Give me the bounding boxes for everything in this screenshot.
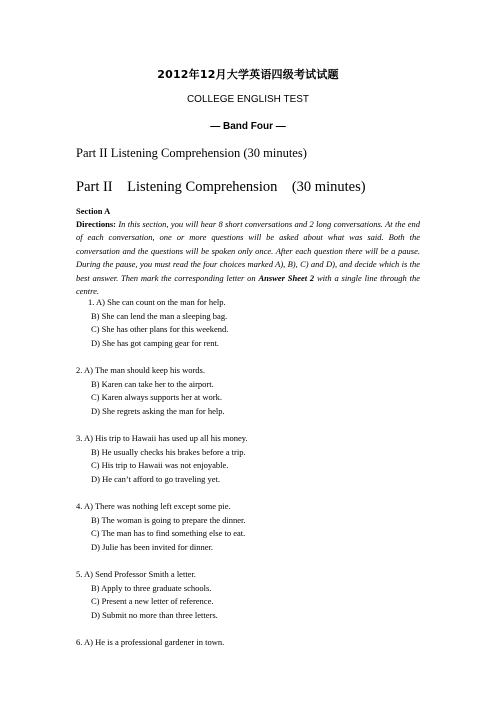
question-4-option-c: C) The man has to find something else to eat. (91, 528, 246, 538)
question-3-option-b: B) He usually checks his brakes before a trip. (91, 447, 246, 457)
question-6-option-a: 6. A) He is a professional gardener in town. (76, 637, 225, 647)
directions-paragraph (76, 218, 420, 298)
exam-subtitle: COLLEGE ENGLISH TEST (186, 94, 310, 105)
question-4-option-b: B) The woman is going to prepare the dinner. (91, 515, 246, 525)
exam-title: 2012年12月大学英语四级考试试题 (157, 68, 339, 81)
directions-text-1: In this section, you will hear 8 short conversations and 2 long conversations. At the end of each conversation, one or more questions will be asked about what was said. Both the conversation and the questions will be spoken only once. After each question there will be a pause. During the pause, you must read the four choices marked A), B), C) and D), and decide which is the best answer. Then mark the corresponding letter on (76, 219, 420, 283)
section-label: Section A (76, 206, 111, 216)
question-3-option-a: 3. A) His trip to Hawaii has used up all his money. (76, 433, 248, 443)
question-1-option-d: D) She has got camping gear for rent. (91, 338, 219, 348)
directions-text-2: with a single line through the centre. (76, 272, 420, 297)
question-5-option-d: D) Submit no more than three letters. (91, 610, 218, 620)
question-2-option-d: D) She regrets asking the man for help. (91, 406, 225, 416)
question-2-option-c: C) Karen always supports her at work. (91, 392, 223, 402)
part-heading-2: Part II Listening Comprehension (30 minutes) (76, 179, 366, 195)
answer-sheet-ref: Answer Sheet 2 (258, 272, 315, 283)
question-5-option-a: 5. A) Send Professor Smith a letter. (76, 569, 196, 579)
question-2-option-b: B) Karen can take her to the airport. (91, 379, 214, 389)
question-4-option-a: 4. A) There was nothing left except some pie. (76, 501, 231, 511)
question-1-option-c: C) She has other plans for this weekend. (91, 324, 229, 334)
question-5-option-c: C) Present a new letter of reference. (91, 596, 214, 606)
band-label: — Band Four — (210, 121, 286, 132)
question-4-option-d: D) Julie has been invited for dinner. (91, 542, 214, 552)
question-2-option-a: 2. A) The man should keep his words. (76, 365, 205, 375)
directions-label: Directions: (76, 219, 116, 229)
question-3-option-c: C) His trip to Hawaii was not enjoyable. (91, 460, 229, 470)
question-3-option-d: D) He can’t afford to go traveling yet. (91, 474, 221, 484)
question-1-option-a: 1. A) She can count on the man for help. (88, 297, 226, 307)
part-heading-1: Part II Listening Comprehension (30 minutes) (76, 146, 307, 160)
question-5-option-b: B) Apply to three graduate schools. (91, 583, 212, 593)
question-1-option-b: B) She can lend the man a sleeping bag. (91, 311, 228, 321)
